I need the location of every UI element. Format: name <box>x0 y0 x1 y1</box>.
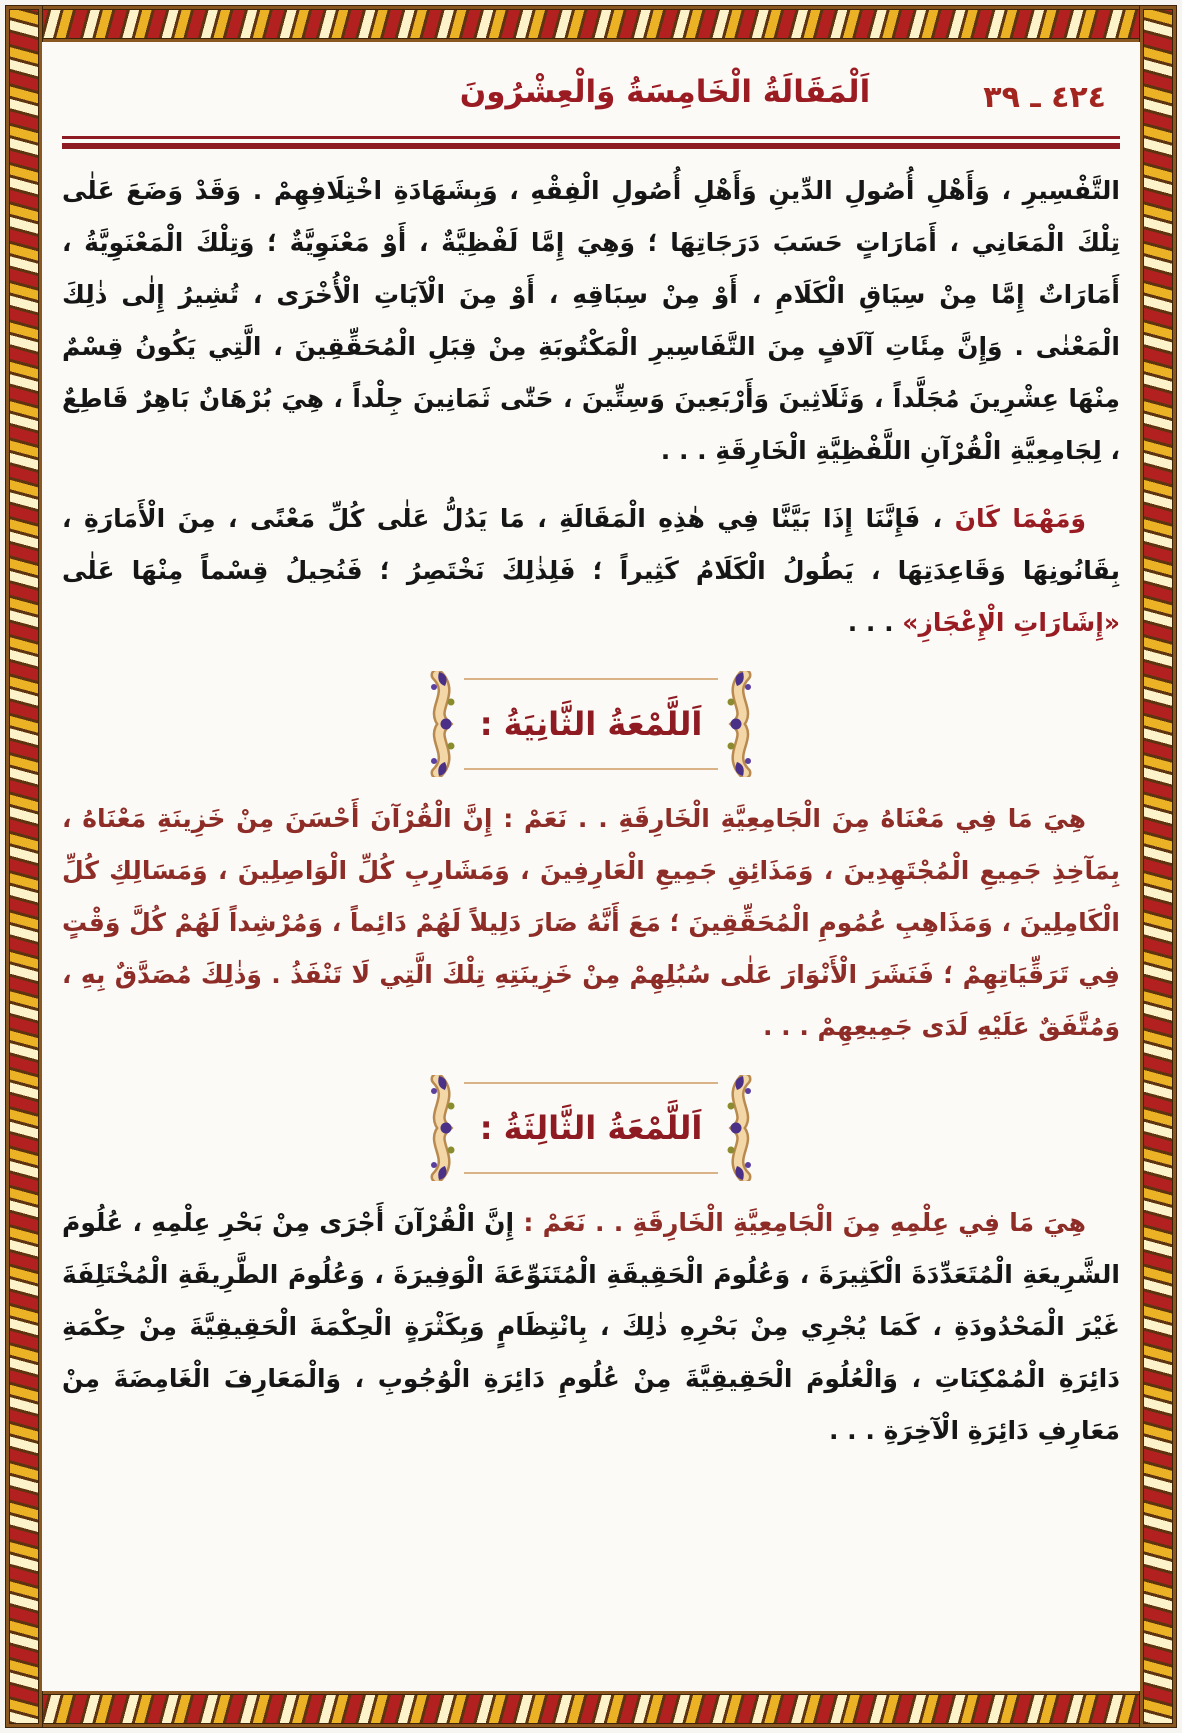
page-number: ٤٢٤ ـ ٣٩ <box>983 80 1106 115</box>
paragraph-text: ، فَإِنَّنَا إِذَا بَيَّنَّا فِي هٰذِهِ الْمَقَالَةِ ، مَا يَدُلُّ عَلٰى كُلِّ مَعْنًى ، مِنَ الْأَمَارَةِ ، بِقَانُونِهَا وَقَاعِدَتِهَا ، يَطُولُ الْكَلَامُ كَثِيراً ؛ فَلِذٰلِكَ نَخْتَصِرُ ؛ فَنُحِيلُ قِسْماً مِنْهَا عَلٰى <box>62 504 1120 585</box>
ornamental-border-top <box>6 6 1176 42</box>
floral-bracket-left-icon <box>424 671 464 777</box>
cartouche-box <box>464 678 718 770</box>
page-content <box>42 42 1140 1691</box>
paragraph-wamahma-kan <box>62 493 1120 649</box>
page-title: اَلْمَقَالَةُ الْخَامِسَةُ وَالْعِشْرُونَ <box>459 74 871 110</box>
ornamental-border-bottom <box>6 1691 1176 1727</box>
floral-bracket-left-icon <box>424 1075 464 1181</box>
floral-bracket-right-icon <box>718 1075 758 1181</box>
paragraph-text: . . . <box>847 608 903 637</box>
section-heading-third-gleam <box>419 1075 763 1181</box>
red-phrase-wamahma-kan: وَمَهْمَا كَانَ <box>954 504 1087 533</box>
header-divider <box>62 136 1120 149</box>
section-heading-second-gleam <box>419 671 763 777</box>
gleam-title: اَللَّمْعَةُ الثَّالِثَةُ : <box>479 1109 703 1147</box>
ornamental-border-right <box>1140 6 1176 1727</box>
floral-bracket-right-icon <box>718 671 758 777</box>
page-header <box>62 66 1120 132</box>
paragraph-second-gleam-body <box>62 793 1120 1053</box>
paragraph-text: إِنَّ الْقُرْآنَ أَجْرَى مِنْ بَحْرِ عِلْمِهِ ، عُلُومَ الشَّرِيعَةِ الْمُتَعَدِّدَةَ الْكَثِيرَةَ ، وَعُلُومَ الْحَقِيقَةِ الْمُتَنَوِّعَةَ الْوَفِيرَةَ ، وَعُلُومَ الطَّرِيقَةِ الْمُخْتَلِفَةَ غَيْرَ الْمَحْدُودَةِ ، كَمَا يُجْرِي مِنْ بَحْرِهِ ذٰلِكَ ، بِانْتِظَامٍ وَبِكَثْرَةٍ الْحِكْمَةَ الْحَقِيقِيَّةَ مِنْ حِكْمَةِ دَائِرَةِ الْمُمْكِنَاتِ ، وَالْعُلُومَ الْحَقِيقِيَّةَ مِنْ عُلُومِ دَائِرَةِ الْوُجُوبِ ، وَالْمَعَارِفَ الْغَامِضَةَ مِنْ مَعَارِفِ دَائِرَةِ الْآخِرَةِ . . . <box>62 1208 1120 1445</box>
paragraph-text: التَّفْسِيرِ ، وَأَهْلِ أُصُولِ الدِّينِ وَأَهْلِ أُصُولِ الْفِقْهِ ، وَبِشَهَادَةِ اخْتِلَافِهِمْ . وَقَدْ وَضَعَ عَلٰى تِلْكَ الْمَعَانِي ، أَمَارَاتٍ حَسَبَ دَرَجَاتِهَا ؛ وَهِيَ إِمَّا لَفْظِيَّةٌ ، أَوْ مَعْنَوِيَّةٌ ؛ وَتِلْكَ الْمَعْنَوِيَّةُ ، أَمَارَاتٌ إِمَّا مِنْ سِيَاقِ الْكَلَامِ ، أَوْ مِنْ سِبَاقِهِ ، أَوْ مِنَ الْآيَاتِ الْأُخْرَى ، تُشِيرُ إِلٰى ذٰلِكَ الْمَعْنٰى . وَإِنَّ مِئَاتِ آلَافٍ مِنَ التَّفَاسِيرِ الْمَكْتُوبَةِ مِنْ قِبَلِ الْمُحَقِّقِينَ ، الَّتِي يَكُونُ قِسْمٌ مِنْهَا عِشْرِينَ مُجَلَّداً ، وَثَلَاثِينَ وَأَرْبَعِينَ وَسِتِّينَ ، حَتّٰى ثَمَانِينَ جِلْداً ، هِيَ بُرْهَانٌ بَاهِرٌ قَاطِعٌ ، لِجَامِعِيَّةِ الْقُرْآنِ اللَّفْظِيَّةِ الْخَارِقَةِ . . . <box>62 176 1120 465</box>
paragraph-text: هِيَ مَا فِي مَعْنَاهُ مِنَ الْجَامِعِيَّةِ الْخَارِقَةِ . . نَعَمْ : إِنَّ الْقُرْآنَ أَحْسَنَ مِنْ خَزِينَةِ مَعْنَاهُ ، بِمَآخِذِ جَمِيعِ الْمُجْتَهِدِينَ ، وَمَذَائِقِ جَمِيعِ الْعَارِفِينَ ، وَمَشَارِبِ كُلِّ الْوَاصِلِينَ ، وَمَسَالِكِ كُلِّ الْكَامِلِينَ ، وَمَذَاهِبِ عُمُومِ الْمُحَقِّقِينَ ؛ مَعَ أَنَّهُ صَارَ دَلِيلاً لَهُمْ دَائِماً ، وَمُرْشِداً لَهُمْ كُلَّ وَقْتٍ فِي تَرَقِّيَاتِهِمْ ؛ فَنَشَرَ الْأَنْوَارَ عَلٰى سُبُلِهِمْ مِنْ خَزِينَتِهِ تِلْكَ الَّتِي لَا تَنْفَذُ . وَذٰلِكَ مُصَدَّقٌ بِهِ ، وَمُتَّفَقٌ عَلَيْهِ لَدَى جَمِيعِهِمْ . . . <box>62 804 1120 1041</box>
paragraph-tafsir <box>62 165 1120 477</box>
maroon-phrase-third-gleam: هِيَ مَا فِي عِلْمِهِ مِنَ الْجَامِعِيَّةِ الْخَارِقَةِ . . نَعَمْ : <box>523 1208 1086 1237</box>
paragraph-third-gleam-body <box>62 1197 1120 1457</box>
gleam-title: اَللَّمْعَةُ الثَّانِيَةُ : <box>479 705 703 743</box>
red-phrase-isharat-al-ijaz: «إِشَارَاتِ الْإِعْجَازِ» <box>902 608 1120 637</box>
ornamental-border-left <box>6 6 42 1727</box>
cartouche-box <box>464 1082 718 1174</box>
